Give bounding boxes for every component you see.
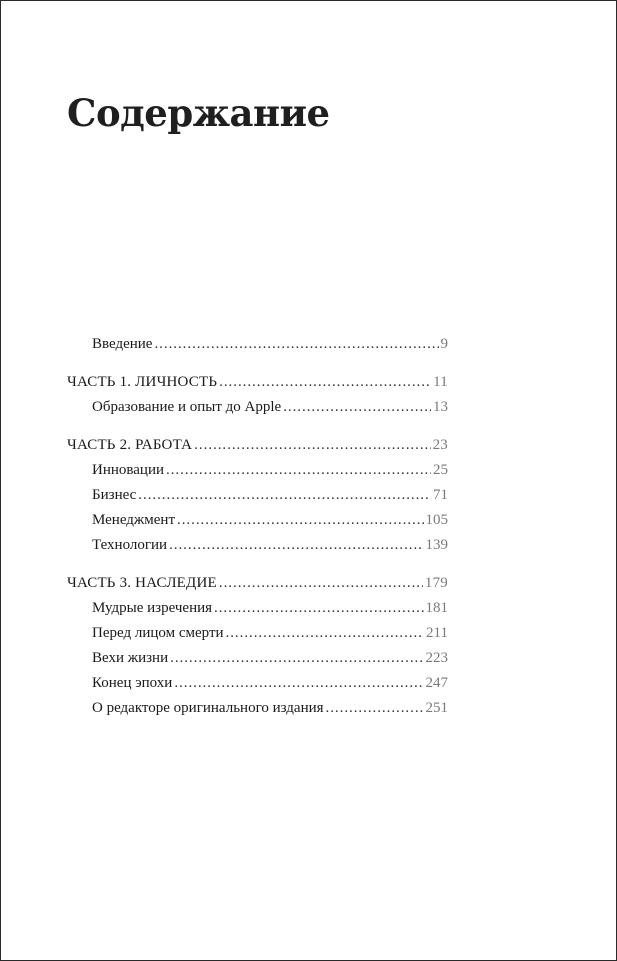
leader-dots (177, 508, 423, 533)
leader-dots (283, 395, 431, 420)
toc-page-number: 13 (433, 399, 448, 415)
toc-part-heading[interactable] (67, 370, 448, 395)
leader-dots (214, 596, 423, 621)
toc-section-part-3 (67, 571, 448, 721)
leader-dots (326, 696, 424, 721)
toc-part-label: ЧАСТЬ 3. НАСЛЕДИЕ (67, 575, 217, 591)
toc-page-number: 247 (425, 675, 448, 691)
toc-entry[interactable] (67, 483, 448, 508)
toc-part-label: ЧАСТЬ 1. ЛИЧНОСТЬ (67, 374, 218, 390)
toc-entry[interactable] (67, 671, 448, 696)
toc-entry-label: Мудрые изречения (92, 600, 213, 616)
toc-entry-label: Образование и опыт до Apple (92, 399, 282, 415)
leader-dots (154, 332, 438, 357)
toc-part-heading[interactable] (67, 433, 448, 458)
toc-entry-label: Технологии (92, 537, 168, 553)
toc-entry-label: Конец эпохи (92, 675, 173, 691)
toc-entry[interactable] (67, 395, 448, 420)
leader-dots (219, 370, 431, 395)
table-of-contents (67, 332, 448, 734)
toc-page-number: 23 (432, 437, 448, 453)
leader-dots (138, 483, 431, 508)
toc-entry[interactable] (67, 508, 448, 533)
toc-page-number: 179 (424, 575, 448, 591)
toc-entry-label: Перед лицом смерти (92, 625, 224, 641)
toc-part-label: ЧАСТЬ 2. РАБОТА (67, 437, 193, 453)
toc-page-number: 105 (425, 512, 448, 528)
toc-page-number: 25 (433, 462, 448, 478)
toc-section-part-1 (67, 370, 448, 420)
toc-entry[interactable] (67, 596, 448, 621)
toc-page-number: 251 (425, 700, 448, 716)
toc-entry[interactable] (67, 646, 448, 671)
toc-page-number: 11 (433, 374, 448, 390)
toc-entry[interactable] (67, 621, 448, 646)
leader-dots (194, 433, 430, 458)
page-title: Содержание (67, 91, 330, 135)
leader-dots (174, 671, 423, 696)
toc-part-heading[interactable] (67, 571, 448, 596)
toc-entry-label: О редакторе оригинального издания (92, 700, 324, 716)
toc-entry[interactable] (67, 458, 448, 483)
toc-section-intro (67, 332, 448, 357)
leader-dots (169, 533, 423, 558)
toc-entry-label: Менеджмент (92, 512, 176, 528)
leader-dots (166, 458, 431, 483)
toc-page-number: 139 (425, 537, 448, 553)
toc-entry-label: Инновации (92, 462, 165, 478)
toc-page-number: 223 (425, 650, 448, 666)
toc-entry[interactable] (67, 332, 448, 357)
leader-dots (170, 646, 423, 671)
toc-entry[interactable] (67, 696, 448, 721)
leader-dots (219, 571, 423, 596)
leader-dots (226, 621, 425, 646)
toc-page-number: 71 (433, 487, 448, 503)
toc-page-number: 181 (425, 600, 448, 616)
toc-page-number: 9 (440, 336, 448, 352)
toc-entry-label: Бизнес (92, 487, 137, 503)
toc-entry-label: Вехи жизни (92, 650, 169, 666)
toc-section-part-2 (67, 433, 448, 558)
toc-entry-label: Введение (92, 336, 153, 352)
toc-entry[interactable] (67, 533, 448, 558)
toc-page-number: 211 (426, 625, 448, 641)
